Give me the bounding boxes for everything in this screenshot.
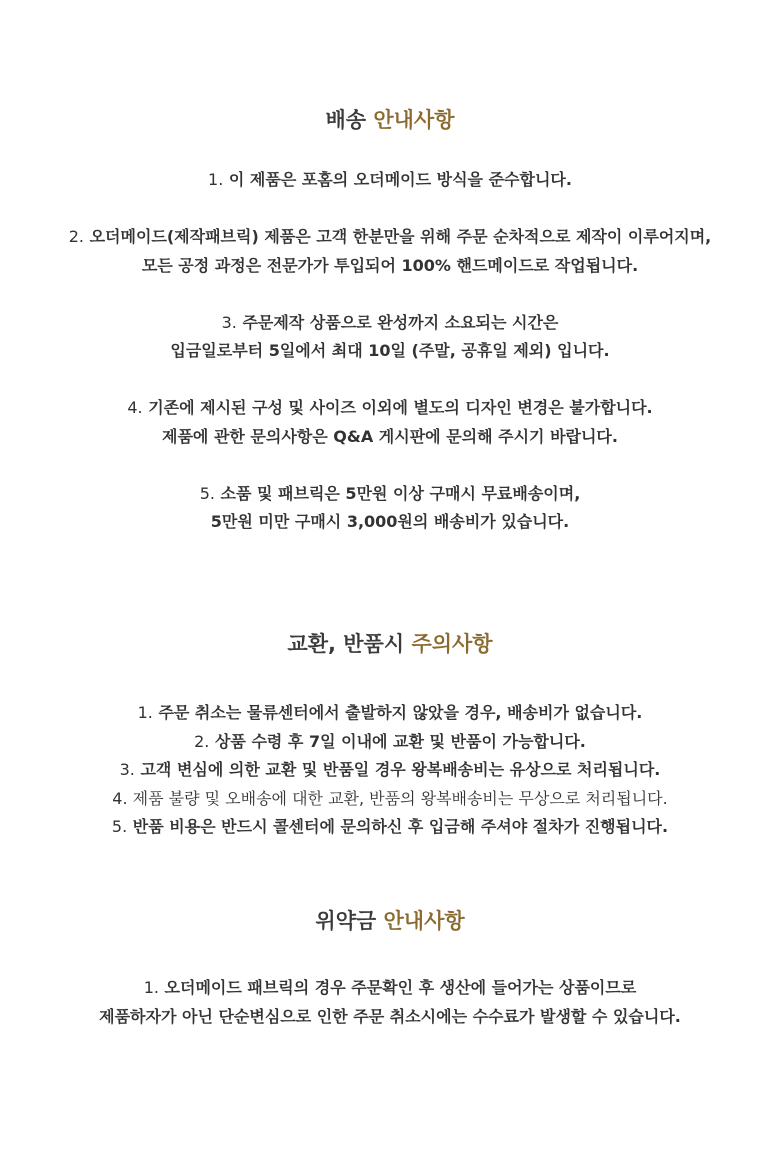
exchange-item-5	[0, 813, 780, 842]
shipping-item-2	[0, 223, 780, 280]
item-number: 5.	[199, 483, 215, 503]
item-text: 입금일로부터 5일에서 최대 10일 (주말, 공휴일 제외) 입니다.	[170, 341, 610, 360]
item-text: 오더메이드(제작패브릭) 제품은 고객 한분만을 위해 주문 순차적으로 제작이 이루어지며,	[89, 227, 712, 246]
exchange-title	[0, 629, 780, 659]
penalty-title	[0, 906, 780, 936]
item-number: 4.	[127, 398, 143, 417]
exchange-title-accent: 주의사항	[411, 632, 493, 656]
penalty-title-accent: 안내사항	[383, 909, 465, 933]
item-number: 2.	[68, 227, 84, 246]
item-number: 1.	[208, 170, 224, 189]
shipping-item-1	[0, 166, 780, 195]
exchange-item-2	[0, 728, 780, 757]
item-text: 주문 취소는 물류센터에서 출발하지 않았을 경우, 배송비가 없습니다.	[158, 703, 643, 722]
item-number: 3.	[221, 312, 237, 332]
item-text: 제품하자가 아닌 단순변심으로 인한 주문 취소시에는 수수료가 발생할 수 있습니다.	[99, 1006, 681, 1026]
item-number: 3.	[119, 760, 135, 779]
shipping-title	[0, 105, 780, 135]
exchange-section	[0, 629, 780, 842]
item-text: 모든 공정 과정은 전문가가 투입되어 100% 핸드메이드로 작업됩니다.	[141, 255, 639, 275]
shipping-item-3	[0, 309, 780, 366]
item-text: 기존에 제시된 구성 및 사이즈 이외에 별도의 디자인 변경은 불가합니다.	[148, 398, 653, 417]
item-number: 4.	[112, 788, 128, 808]
item-text: 제품에 관한 문의사항은 Q&A 게시판에 문의해 주시기 바랍니다.	[162, 426, 618, 446]
item-text: 제품 불량 및 오배송에 대한 교환, 반품의 왕복배송비는 무상으로 처리됩니다.	[132, 788, 668, 808]
item-text: 이 제품은 포홈의 오더메이드 방식을 준수합니다.	[228, 170, 572, 189]
item-text: 소품 및 패브릭은 5만원 이상 구매시 무료배송이며,	[220, 483, 581, 503]
item-number: 1.	[137, 703, 153, 722]
item-text: 오더메이드 패브릭의 경우 주문확인 후 생산에 들어가는 상품이므로	[164, 978, 637, 997]
item-text: 주문제작 상품으로 완성까지 소요되는 시간은	[242, 312, 559, 332]
shipping-title-main: 배송	[325, 108, 367, 132]
item-number: 5.	[111, 817, 128, 836]
item-text: 상품 수령 후 7일 이내에 교환 및 반품이 가능합니다.	[214, 731, 586, 751]
shipping-item-5	[0, 480, 780, 537]
item-text: 고객 변심에 의한 교환 및 반품일 경우 왕복배송비는 유상으로 처리됩니다.	[140, 760, 661, 779]
item-text: 반품 비용은 반드시 콜센터에 문의하신 후 입금해 주셔야 절차가 진행됩니다.	[132, 817, 669, 836]
shipping-title-accent: 안내사항	[373, 108, 455, 132]
penalty-section	[0, 906, 780, 1031]
item-text: 5만원 미만 구매시 3,000원의 배송비가 있습니다.	[210, 512, 570, 531]
penalty-item-1	[0, 974, 780, 1031]
shipping-item-4	[0, 394, 780, 451]
exchange-item-4	[0, 785, 780, 814]
exchange-item-3	[0, 756, 780, 785]
item-number: 1.	[143, 978, 159, 997]
penalty-title-main: 위약금	[315, 909, 377, 933]
item-number: 2.	[194, 731, 210, 751]
exchange-item-1	[0, 699, 780, 728]
shipping-section	[0, 105, 780, 537]
exchange-title-main: 교환, 반품시	[287, 632, 405, 656]
